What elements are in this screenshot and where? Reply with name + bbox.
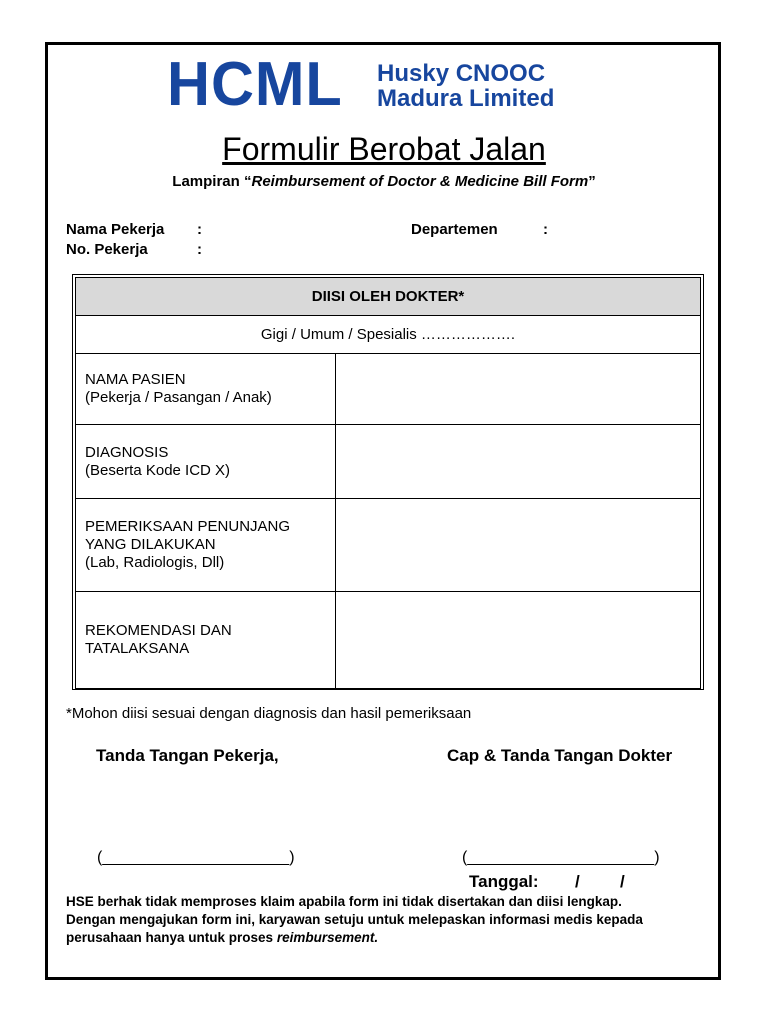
employee-name-field[interactable] [212,218,392,240]
footer-disclaimer [66,893,643,947]
form-subtitle [0,172,768,192]
patient-name-field[interactable] [336,354,701,425]
row-label-line: DIAGNOSIS [85,443,169,461]
table-header: DIISI OLEH DOKTER* [76,278,701,316]
recommendation-field[interactable] [336,592,701,689]
employee-no-field[interactable] [212,240,392,262]
row-label-line: PEMERIKSAAN PENUNJANG [85,518,291,535]
row-label-line: (Lab, Radiologis, Dll) [85,554,225,571]
date-separator-2: / [620,872,625,891]
row-label-line: NAMA PASIEN [85,371,186,388]
footer-line-2: Dengan mengajukan form ini, karyawan setuju untuk melepaskan informasi medis kepada [66,912,643,927]
doctor-signature-label: Cap & Tanda Tangan Dokter [447,746,673,765]
row-label-line: YANG DILAKUKAN [85,536,216,553]
logo-abbreviation: HCML [167,50,343,119]
date-field[interactable] [548,870,658,892]
supporting-exam-label [76,499,336,592]
date-separator-1: / [575,872,580,891]
diagnosis-label [76,425,336,499]
employee-name-label: Nama Pekerja [66,221,165,238]
patient-name-label [76,354,336,425]
doctor-signature-line[interactable]: (_____________________) [462,849,660,866]
department-colon: : [543,221,548,238]
subtitle-prefix: Lampiran “ [172,173,252,190]
date-label: Tanggal: [469,872,539,891]
recommendation-label [76,592,336,689]
supporting-exam-field[interactable] [336,499,701,592]
row-label-line: TATALAKSANA [85,640,190,657]
doctor-table [75,277,701,689]
department-label: Departemen [411,221,498,238]
fill-note: *Mohon diisi sesuai dengan diagnosis dan hasil pemeriksaan [66,705,472,722]
subtitle-suffix: ” [588,173,596,190]
footer-line-1: HSE berhak tidak memproses klaim apabila form ini tidak disertakan dan diisi lengkap. [66,894,622,909]
row-label-line: REKOMENDASI DAN [85,622,232,639]
employee-signature-line[interactable]: (_____________________) [97,849,295,866]
department-field[interactable] [558,218,698,240]
employee-name-colon: : [197,221,202,238]
logo-line-2: Madura Limited [377,85,555,112]
employee-signature-label: Tanda Tangan Pekerja, [96,746,279,765]
logo-line-1: Husky CNOOC [377,60,546,87]
diagnosis-field[interactable] [336,425,701,499]
subtitle-italic: Reimbursement of Doctor & Medicine Bill Form [251,173,589,190]
employee-no-label: No. Pekerja [66,241,148,258]
specialty-row[interactable]: Gigi / Umum / Spesialis ………………. [76,316,701,354]
footer-line-3 [66,929,643,947]
footer-line-3-prefix: perusahaan hanya untuk proses [66,930,277,945]
footer-line-3-italic: reimbursement. [276,930,379,945]
form-title: Formulir Berobat Jalan [222,131,546,167]
employee-no-colon: : [197,241,202,258]
row-label-line: (Pekerja / Pasangan / Anak) [85,389,272,406]
row-label-line: (Beserta Kode ICD X) [85,461,231,479]
company-logo [167,50,597,119]
